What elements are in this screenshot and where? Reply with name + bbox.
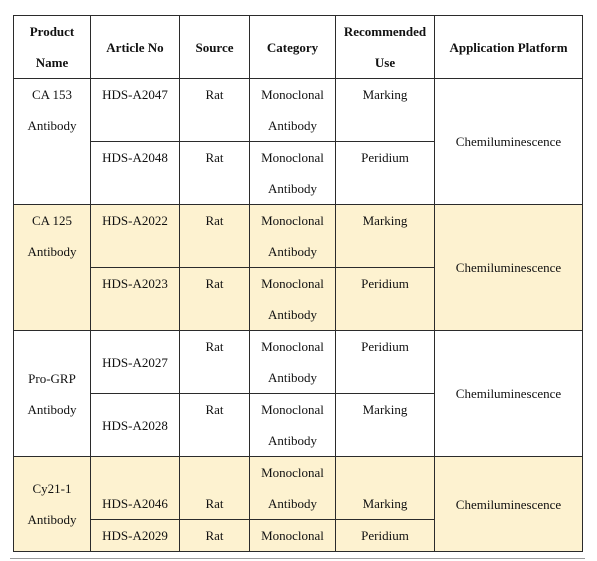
source-cell: Rat: [180, 142, 250, 205]
article-cell: HDS-A2022: [91, 205, 180, 268]
article-cell: HDS-A2029: [91, 520, 180, 552]
use-cell: Marking: [336, 394, 435, 457]
table-row: [14, 331, 583, 394]
source-cell: Rat: [180, 520, 250, 552]
source-cell: Rat: [180, 331, 250, 394]
product-name-cell: CA 125 Antibody: [14, 205, 91, 331]
product-table: [13, 15, 583, 552]
source-cell: Rat: [180, 457, 250, 520]
platform-cell: Chemiluminescence: [435, 457, 583, 552]
product-table-container: [13, 15, 583, 552]
header-recommended-use: Recommended Use: [336, 16, 435, 79]
category-cell: Monoclonal Antibody: [250, 457, 336, 520]
use-cell: Marking: [336, 79, 435, 142]
article-cell: HDS-A2027: [91, 331, 180, 394]
table-row: [14, 457, 583, 520]
source-cell: Rat: [180, 205, 250, 268]
use-cell: Peridium: [336, 520, 435, 552]
category-cell: Monoclonal Antibody: [250, 142, 336, 205]
article-cell: HDS-A2047: [91, 79, 180, 142]
article-cell: HDS-A2023: [91, 268, 180, 331]
category-cell: Monoclonal Antibody: [250, 394, 336, 457]
platform-cell: Chemiluminescence: [435, 79, 583, 205]
header-article-no: Article No: [91, 16, 180, 79]
product-name-cell: Cy21-1 Antibody: [14, 457, 91, 552]
header-row: [14, 16, 583, 79]
use-cell: Peridium: [336, 268, 435, 331]
category-cell: Monoclonal: [250, 520, 336, 552]
article-cell: HDS-A2048: [91, 142, 180, 205]
source-cell: Rat: [180, 79, 250, 142]
category-cell: Monoclonal Antibody: [250, 331, 336, 394]
table-row: [14, 79, 583, 142]
article-cell: HDS-A2028: [91, 394, 180, 457]
page-bottom-rule: [10, 558, 585, 559]
header-source: Source: [180, 16, 250, 79]
category-cell: Monoclonal Antibody: [250, 268, 336, 331]
product-name-cell: CA 153 Antibody: [14, 79, 91, 205]
article-cell: HDS-A2046: [91, 457, 180, 520]
platform-cell: Chemiluminescence: [435, 331, 583, 457]
header-category: Category: [250, 16, 336, 79]
table-row: [14, 205, 583, 268]
header-application-platform: Application Platform: [435, 16, 583, 79]
category-cell: Monoclonal Antibody: [250, 79, 336, 142]
category-cell: Monoclonal Antibody: [250, 205, 336, 268]
product-name-cell: Pro-GRP Antibody: [14, 331, 91, 457]
platform-cell: Chemiluminescence: [435, 205, 583, 331]
use-cell: Marking: [336, 205, 435, 268]
source-cell: Rat: [180, 268, 250, 331]
use-cell: Peridium: [336, 331, 435, 394]
source-cell: Rat: [180, 394, 250, 457]
use-cell: Marking: [336, 457, 435, 520]
header-product-name: Product Name: [14, 16, 91, 79]
use-cell: Peridium: [336, 142, 435, 205]
